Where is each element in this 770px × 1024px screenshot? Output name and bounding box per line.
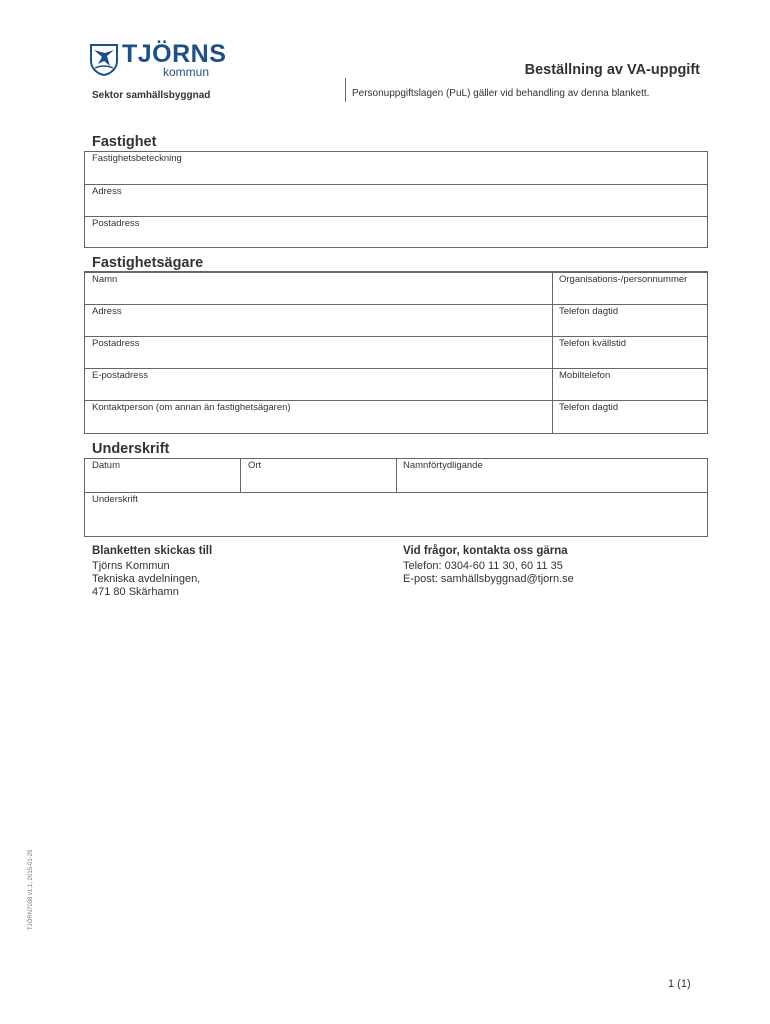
page-number: 1 (1) [668, 978, 691, 990]
form-id-note: TJÖRN7038 v1.1, 2015-01-29 [28, 849, 34, 930]
field-label-ort[interactable]: Ort [248, 460, 262, 471]
contact-phone: Telefon: 0304-60 11 30, 60 11 35 [403, 560, 563, 572]
pul-notice: Personuppgiftslagen (PuL) gäller vid behandling av denna blankett. [352, 88, 650, 99]
logo-name: TJÖRNS [122, 40, 227, 68]
row-adress [85, 304, 707, 337]
field-underskrift[interactable] [85, 492, 707, 537]
field-label-postadress[interactable]: Postadress [92, 338, 140, 349]
coat-of-arms-icon [90, 44, 118, 76]
field-label: Fastighetsbeteckning [92, 153, 182, 164]
contact-email[interactable]: E-post: samhällsbyggnad@tjorn.se [403, 573, 574, 585]
section-title-fastighet: Fastighet [92, 134, 157, 150]
field-adress[interactable] [85, 184, 707, 217]
field-label-namnfortydligande[interactable]: Namnförtydligande [403, 460, 483, 471]
send-to-line: 471 80 Skärhamn [92, 586, 179, 598]
document-title: Beställning av VA-uppgift [524, 62, 700, 78]
field-label: Adress [92, 186, 122, 197]
column-divider [396, 459, 397, 492]
field-label-personnummer[interactable]: Organisations-/personnummer [559, 274, 688, 285]
send-to-line: Tjörns Kommun [92, 560, 170, 572]
contact-title: Vid frågor, kontakta oss gärna [403, 545, 568, 557]
field-label-mobiltelefon[interactable]: Mobiltelefon [559, 370, 611, 381]
logo-subtitle: kommun [163, 65, 210, 79]
field-fastighetsbeteckning[interactable] [85, 152, 707, 184]
field-label-telefon-kvallstid[interactable]: Telefon kvällstid [559, 338, 627, 349]
row-namn [85, 272, 707, 305]
field-label-adress[interactable]: Adress [92, 306, 122, 317]
field-label: Postadress [92, 218, 140, 229]
field-label-kontakt-telefon[interactable]: Telefon dagtid [559, 402, 619, 413]
row-datum-ort [85, 459, 707, 492]
field-label-underskrift: Underskrift [92, 494, 138, 505]
underskrift-box [84, 458, 708, 537]
section-title-underskrift: Underskrift [92, 441, 170, 457]
row-epost [85, 368, 707, 401]
send-to-line: Tekniska avdelningen, [92, 573, 201, 585]
municipality-logo [90, 40, 230, 83]
column-divider [240, 459, 241, 492]
field-label-epostadress[interactable]: E-postadress [92, 370, 148, 381]
row-kontaktperson [85, 400, 707, 434]
sector-label: Sektor samhällsbyggnad [92, 90, 211, 101]
fastighet-box [84, 151, 708, 248]
field-postadress[interactable] [85, 216, 707, 249]
send-to-title: Blanketten skickas till [92, 545, 213, 557]
send-to-block [92, 545, 212, 599]
field-label-kontaktperson[interactable]: Kontaktperson (om annan än fastighetsägaren) [92, 402, 291, 413]
field-label-namn[interactable]: Namn [92, 274, 118, 285]
field-label-telefon-dagtid[interactable]: Telefon dagtid [559, 306, 619, 317]
field-label-datum[interactable]: Datum [92, 460, 120, 471]
fastighetsagare-box [84, 271, 708, 434]
contact-block [403, 545, 574, 586]
header-divider [345, 78, 346, 102]
row-postadress [85, 336, 707, 369]
section-title-fastighetsagare: Fastighetsägare [92, 255, 204, 271]
